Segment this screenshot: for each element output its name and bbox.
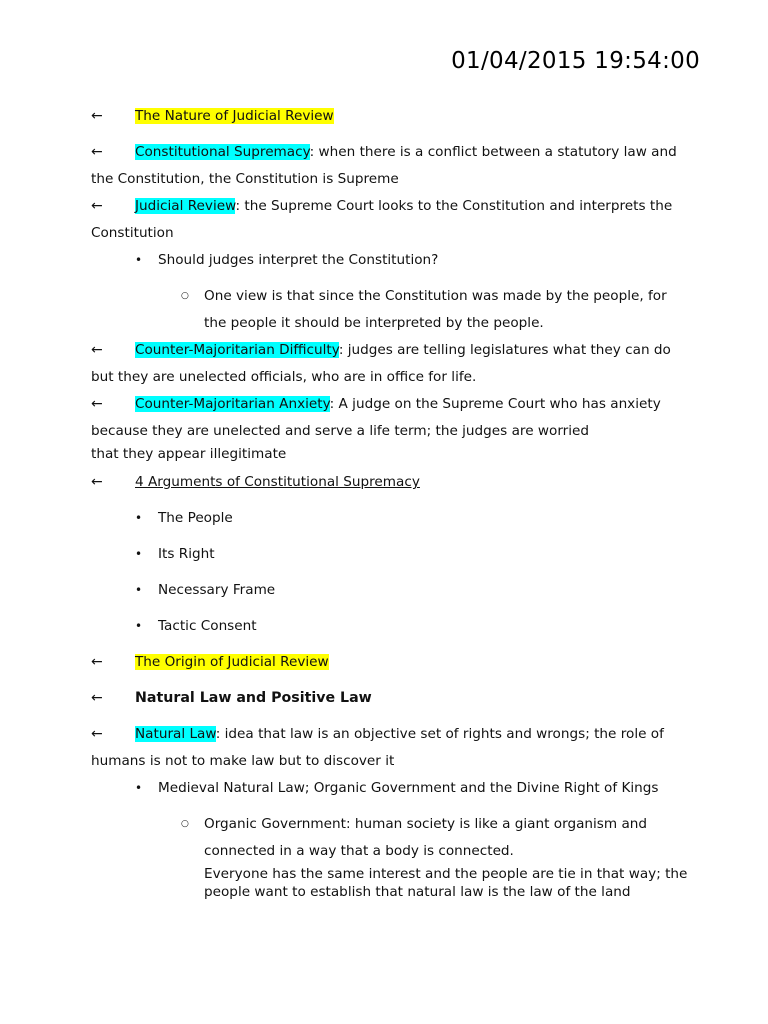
circle-bullet-icon: ○ [181,819,189,829]
bullet-item [91,775,691,802]
bullet-icon: • [135,583,143,597]
argument-item [91,505,691,532]
entry-constitutional-supremacy [91,139,691,193]
document-timestamp: 01/04/2015 19:54:00 [451,48,700,74]
entry-origin-title [91,649,691,676]
sub-bullet-continuation: Everyone has the same interest and the people are tie in that way; the people want to establish that natural law is the law of the land [204,866,688,900]
definition: : judges are telling legislatures what they can do but they are unelected officials, who are in office for life. [91,342,671,385]
arrow-icon: ← [91,690,103,706]
argument-item [91,577,691,604]
entry-counter-majoritarian-anxiety [91,391,691,463]
argument-text: Necessary Frame [158,582,276,598]
entry-counter-majoritarian-difficulty [91,337,691,391]
arrow-icon: ← [91,474,103,490]
arrow-icon: ← [91,144,103,160]
term: Constitutional Supremacy [135,144,310,160]
definition: : when there is a conflict between a statutory law and the Constitution, the Constitution is Supreme [91,144,677,187]
term: Judicial Review [135,198,236,214]
sub-bullet-text: One view is that since the Constitution was made by the people, for the people it should be interpreted by the people. [204,288,667,331]
document-body [91,103,691,901]
sub-bullet-item [91,811,691,901]
argument-text: Tactic Consent [158,618,257,634]
definition: : A judge on the Supreme Court who has anxiety because they are unelected and serve a life term; the judges are worried [91,396,661,439]
definition: : the Supreme Court looks to the Constitution and interprets the Constitution [91,198,673,241]
arrow-icon: ← [91,654,103,670]
arrow-icon: ← [91,726,103,742]
arrow-icon: ← [91,342,103,358]
term: Natural Law [135,726,216,742]
circle-bullet-icon: ○ [181,291,189,301]
argument-text: The People [158,510,233,526]
term: Counter-Majoritarian Difficulty [135,342,339,358]
entry-judicial-review [91,193,691,247]
definition-continuation: that they appear illegitimate [91,446,287,462]
entry-natural-law [91,721,691,775]
subheading: 4 Arguments of Constitutional Supremacy [135,474,420,490]
arrow-icon: ← [91,108,103,124]
bullet-text: Should judges interpret the Constitution? [158,252,439,268]
argument-text: Its Right [158,546,215,562]
entry-nature-title [91,103,691,130]
argument-item [91,613,691,640]
bullet-item [91,247,691,274]
bullet-icon: • [135,781,143,795]
bullet-icon: • [135,619,143,633]
section-heading: The Nature of Judicial Review [135,108,334,124]
section-heading: The Origin of Judicial Review [135,654,329,670]
term: Counter-Majoritarian Anxiety [135,396,330,412]
bold-heading: Natural Law and Positive Law [135,690,372,706]
entry-natural-positive-law [91,685,691,712]
arrow-icon: ← [91,396,103,412]
bullet-text: Medieval Natural Law; Organic Government and the Divine Right of Kings [158,780,659,796]
bullet-icon: • [135,511,143,525]
definition: : idea that law is an objective set of rights and wrongs; the role of humans is not to make law but to discover it [91,726,664,769]
bullet-icon: • [135,547,143,561]
arrow-icon: ← [91,198,103,214]
argument-item [91,541,691,568]
entry-four-arguments [91,469,691,496]
bullet-icon: • [135,253,143,267]
sub-bullet-item [91,283,691,337]
sub-bullet-text: Organic Government: human society is like a giant organism and connected in a way that a body is connected. [204,816,648,859]
